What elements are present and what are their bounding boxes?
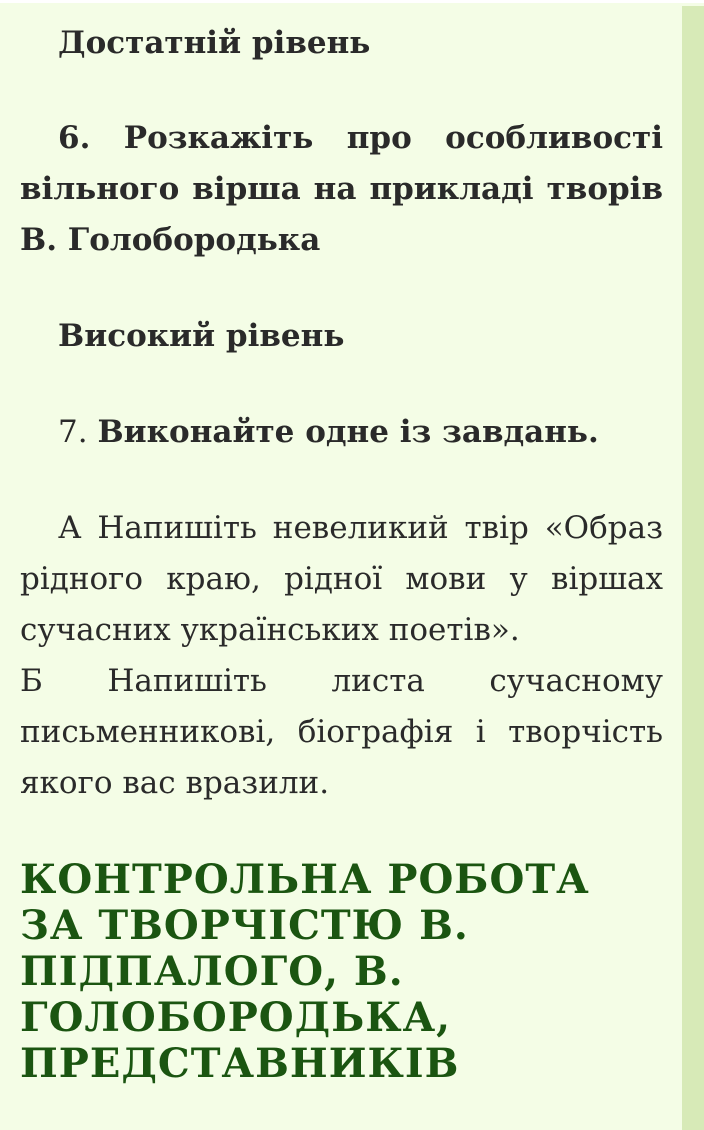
- task-option-b: Б Напишіть листа сучасному письменникові, біографія і творчість якого вас вразили.: [20, 663, 663, 801]
- task-option-a: А Напишіть невеликий твір «Образ рідного краю, рідної мови у віршах сучасних українських поетів».: [20, 510, 663, 648]
- question-6: 6. Розкажіть про особливості вільного вірша на прикладі творів В. Голобородька: [20, 120, 663, 258]
- level-high-heading: Високий рівень: [58, 318, 345, 354]
- level-sufficient-heading: Достатній рівень: [58, 25, 371, 61]
- question-7: [20, 407, 663, 458]
- question-7-text: Виконайте одне із завдань.: [97, 414, 599, 450]
- document-content: [20, 18, 663, 1087]
- section-heading: КОНТРОЛЬНА РОБОТА ЗА ТВОРЧІСТЮ В. ПІДПАЛОГО, В. ГОЛОБОРОДЬКА, ПРЕДСТАВНИКІВ: [20, 856, 590, 1087]
- question-7-number: 7.: [58, 414, 88, 450]
- side-scroll-bar[interactable]: [682, 6, 704, 1130]
- top-divider: [0, 0, 704, 3]
